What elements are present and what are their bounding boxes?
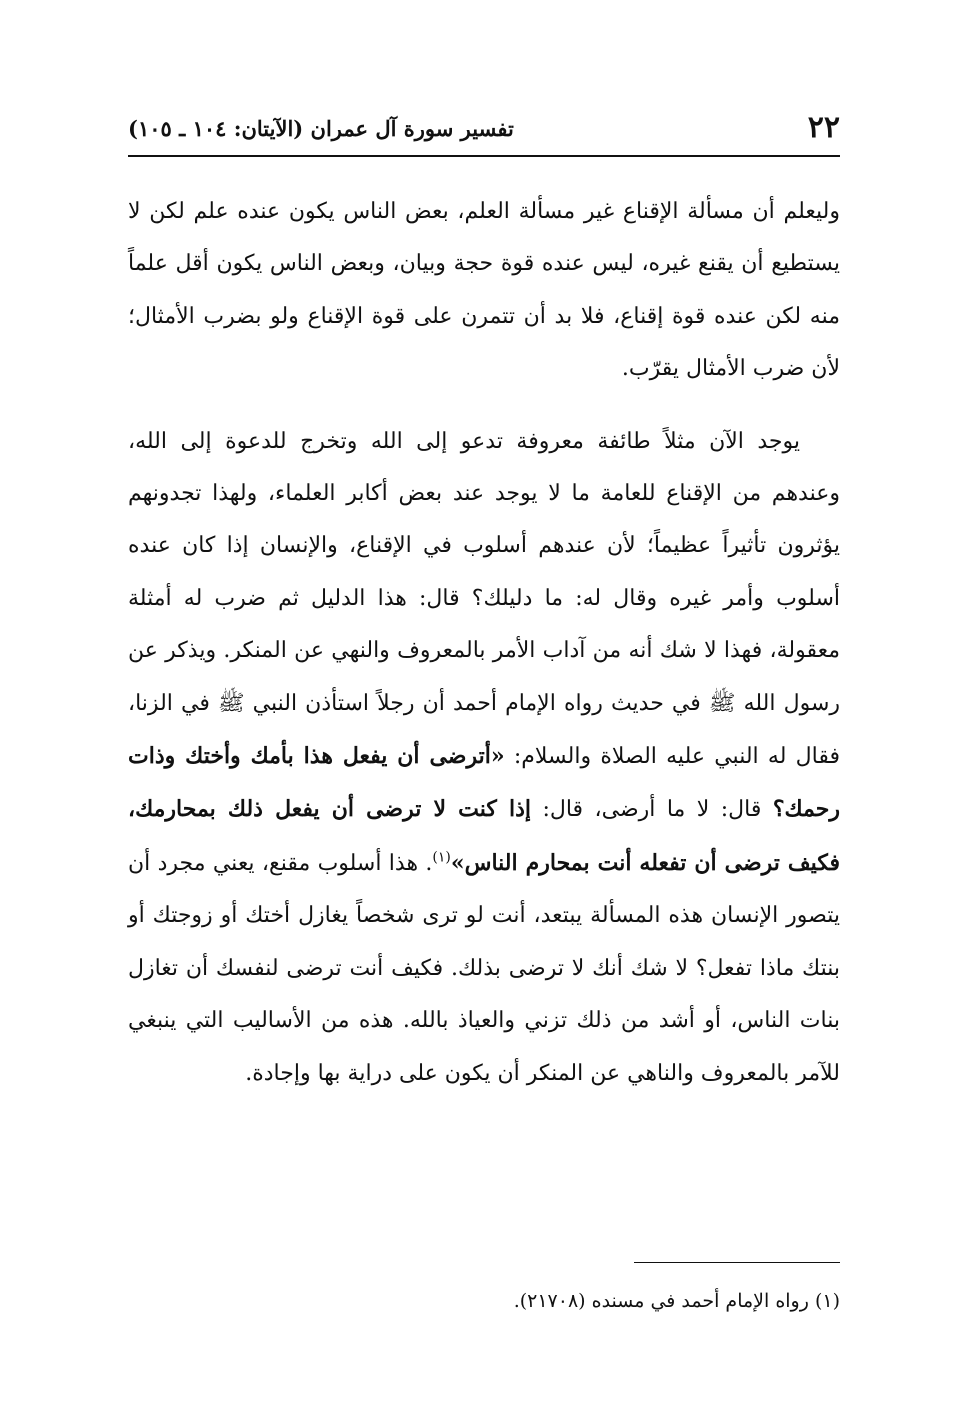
footnote-rule [634,1262,840,1263]
hadith-quote-2: إذا كنت لا ترضى أن يفعل ذلك بمحارمك، فكيف ترضى أن تفعله أنت بمحارم الناس» [128,796,840,876]
page-number: ٢٢ [807,110,840,145]
footnote: (١) رواه الإمام أحمد في مسنده (٢١٧٠٨). [513,1290,840,1312]
paragraph-2-text-3: . هذا أسلوب مقنع، يعني مجرد أن يتصور الإنسان هذه المسألة يبتعد، أنت لو ترى شخصاً يغازل أختك أو زوجتك أو بنتك ماذا تفعل؟ لا شك أنك لا ترضى بذلك. فكيف أنت ترضى لنفسك أن تغازل بنات الناس، أو أشد من ذلك تزني والعياذ بالله. هذه من الأساليب التي ينبغي للآمر بالمعروف والناهي عن المنكر أن يكون على دراية بها وإجادة. [128,850,840,1086]
paragraph-1: وليعلم أن مسألة الإقناع غير مسألة العلم، بعض الناس يكون عنده علم لكن لا يستطيع أن يقنع غيره، ليس عنده قوة حجة وبيان، وبعض الناس يكون أقل علماً منه لكن عنده قوة إقناع، فلا بد أن تتمرن على قوة الإقناع ولو بضرب الأمثال؛ لأن ضرب الأمثال يقرّب. [128,199,840,382]
footnote-reference: (١) [432,849,451,866]
paragraph-2 [128,416,840,1100]
main-text [128,186,840,1100]
page-header [128,108,840,152]
running-title: تفسير سورة آل عمران (الآيتان: ١٠٤ ـ ١٠٥) [128,116,514,141]
paragraph-2-text-2: قال: لا ما أرضى، قال: [531,797,773,823]
paragraph-2-text-1: يوجد الآن مثلاً طائفة معروفة تدعو إلى الله وتخرج للدعوة إلى الله، وعندهم من الإقناع للعامة ما لا يوجد عند بعض أكابر العلماء، ولهذا تجدونهم يؤثرون تأثيراً عظيماً؛ لأن عندهم أسلوب في الإقناع، والإنسان إذا كان عنده أسلوب وأمر غيره وقال له: ما دليلك؟ قال: هذا الدليل ثم ضرب له أمثلة معقولة، فهذا لا شك أنه من آداب الأمر بالمعروف والنهي عن المنكر. ويذكر عن رسول الله ﷺ في حديث رواه الإمام أحمد أن رجلاً استأذن النبي ﷺ في الزنا، فقال له النبي عليه الصلاة والسلام: [128,428,840,770]
hadith-quote-1: «أترضى أن يفعل هذا بأمك وأختك وذات رحمك؟ [128,743,840,823]
header-rule [128,155,840,157]
